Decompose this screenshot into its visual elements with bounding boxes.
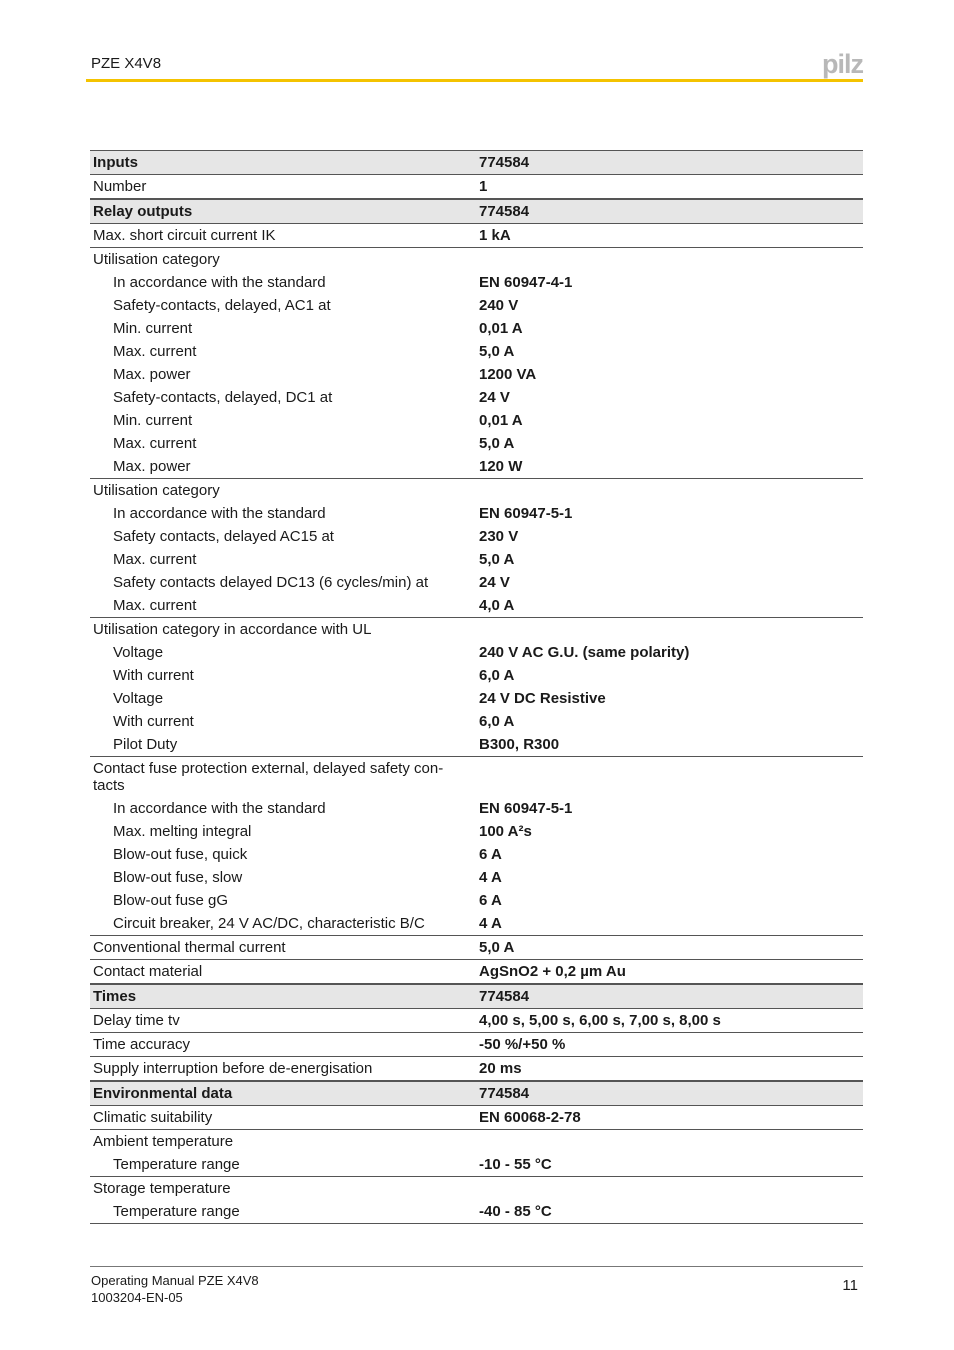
spec-sub-row [90, 641, 863, 664]
spec-sub-value: 230 V [479, 528, 519, 545]
spec-row [90, 1106, 863, 1130]
spec-sub-label: In accordance with the standard [113, 505, 326, 522]
spec-label: Max. short circuit current IK [93, 227, 276, 244]
footer-rule [90, 1266, 863, 1267]
spec-group-title-row [90, 248, 863, 271]
spec-sub-label: Safety contacts, delayed AC15 at [113, 528, 334, 545]
spec-sub-row [90, 843, 863, 866]
spec-sub-row [90, 363, 863, 386]
spec-sub-label: Safety-contacts, delayed, DC1 at [113, 389, 333, 406]
spec-sub-row [90, 455, 863, 479]
spec-sub-label: Max. power [113, 458, 191, 475]
spec-sub-value: 100 A²s [479, 823, 532, 840]
spec-sub-row [90, 525, 863, 548]
spec-sub-label: With current [113, 667, 194, 684]
spec-group-title-row [90, 618, 863, 641]
spec-sub-row [90, 502, 863, 525]
spec-sub-row [90, 432, 863, 455]
spec-sub-label: Temperature range [113, 1203, 240, 1220]
section-article-number: 774584 [479, 988, 530, 1005]
spec-sub-row [90, 594, 863, 618]
section-title: Environmental data [93, 1085, 233, 1102]
spec-sub-value: 6 A [479, 846, 502, 863]
spec-row [90, 1009, 863, 1033]
spec-sub-value: EN 60947-5-1 [479, 800, 573, 817]
spec-group-title-row [90, 1177, 863, 1200]
section-article-number: 774584 [479, 203, 530, 220]
spec-sub-label: Min. current [113, 320, 193, 337]
spec-row [90, 960, 863, 984]
spec-sub-row [90, 664, 863, 687]
spec-label: Delay time tv [93, 1012, 180, 1029]
spec-sub-value: EN 60947-4-1 [479, 274, 573, 291]
spec-value: AgSnO2 + 0,2 µm Au [479, 963, 626, 980]
document-title: PZE X4V8 [91, 55, 162, 72]
spec-label: Conventional thermal current [93, 939, 286, 956]
spec-row [90, 175, 863, 199]
spec-sub-label: Max. power [113, 366, 191, 383]
spec-sub-value: 120 W [479, 458, 523, 475]
page-header [90, 49, 863, 82]
spec-row [90, 1033, 863, 1057]
spec-sub-label: Blow-out fuse, quick [113, 846, 248, 863]
spec-value: 1 kA [479, 227, 511, 244]
spec-sub-row [90, 710, 863, 733]
spec-value: 4,00 s, 5,00 s, 6,00 s, 7,00 s, 8,00 s [479, 1012, 721, 1029]
spec-sub-label: Min. current [113, 412, 193, 429]
spec-sub-row [90, 1153, 863, 1177]
spec-group-title: Contact fuse protection external, delayed safety con- tacts [93, 760, 444, 794]
spec-value: EN 60068-2-78 [479, 1109, 581, 1126]
spec-sub-row [90, 687, 863, 710]
section-header-row [90, 199, 863, 224]
spec-sub-value: 4,0 A [479, 597, 515, 614]
spec-sub-value: 6 A [479, 892, 502, 909]
spec-group-title: Utilisation category [93, 251, 220, 268]
spec-sub-value: 5,0 A [479, 435, 515, 452]
spec-sub-label: Circuit breaker, 24 V AC/DC, characteristic B/C [113, 915, 425, 932]
spec-sub-value: 6,0 A [479, 713, 515, 730]
spec-sub-value: 1200 VA [479, 366, 537, 383]
spec-sub-value: B300, R300 [479, 736, 560, 753]
section-header-row [90, 984, 863, 1009]
header-rule [86, 79, 863, 82]
spec-row [90, 224, 863, 248]
section-title: Times [93, 988, 137, 1005]
pilz-logo: pilz [822, 49, 863, 79]
spec-sub-label: Blow-out fuse gG [113, 892, 229, 909]
section-title: Relay outputs [93, 203, 193, 220]
spec-sub-row [90, 866, 863, 889]
spec-sub-value: -40 - 85 °C [479, 1203, 552, 1220]
spec-sub-row [90, 340, 863, 363]
section-article-number: 774584 [479, 154, 530, 171]
spec-group-title-row [90, 1130, 863, 1153]
spec-sub-label: Max. melting integral [113, 823, 252, 840]
section-header-row [90, 1081, 863, 1106]
spec-label: Supply interruption before de-energisation [93, 1060, 373, 1077]
spec-sub-value: 0,01 A [479, 320, 523, 337]
spec-sub-row [90, 1200, 863, 1224]
spec-value: 20 ms [479, 1060, 522, 1077]
spec-row [90, 936, 863, 960]
spec-sub-row [90, 386, 863, 409]
spec-sub-value: 240 V [479, 297, 519, 314]
spec-sub-value: 0,01 A [479, 412, 523, 429]
spec-sub-row [90, 733, 863, 757]
spec-group-title: Ambient temperature [93, 1133, 234, 1150]
spec-sub-label: Temperature range [113, 1156, 240, 1173]
spec-sub-label: Max. current [113, 343, 197, 360]
spec-sub-label: Blow-out fuse, slow [113, 869, 243, 886]
footer-doc-number: 1003204-EN-05 [91, 1290, 183, 1305]
spec-sub-label: Safety-contacts, delayed, AC1 at [113, 297, 331, 314]
spec-label: Contact material [93, 963, 203, 980]
spec-sub-value: 24 V [479, 389, 510, 406]
spec-label: Time accuracy [93, 1036, 190, 1053]
spec-sub-label: Voltage [113, 690, 164, 707]
spec-sub-label: Max. current [113, 551, 197, 568]
spec-row [90, 1057, 863, 1081]
spec-sub-row [90, 797, 863, 820]
spec-sub-label: Voltage [113, 644, 164, 661]
spec-sub-value: 6,0 A [479, 667, 515, 684]
spec-group-title: Utilisation category [93, 482, 220, 499]
spec-sub-value: -10 - 55 °C [479, 1156, 552, 1173]
spec-value: -50 %/+50 % [479, 1036, 566, 1053]
spec-value: 5,0 A [479, 939, 515, 956]
spec-label: Number [93, 178, 147, 195]
spec-sub-value: 4 A [479, 869, 502, 886]
section-article-number: 774584 [479, 1085, 530, 1102]
spec-sub-value: EN 60947-5-1 [479, 505, 573, 522]
spec-value: 1 [479, 178, 488, 195]
section-header-row [90, 150, 863, 175]
spec-sub-label: In accordance with the standard [113, 274, 326, 291]
spec-sub-row [90, 912, 863, 936]
spec-sub-label: Max. current [113, 597, 197, 614]
spec-sub-row [90, 571, 863, 594]
spec-sub-row [90, 548, 863, 571]
spec-sub-label: Safety contacts delayed DC13 (6 cycles/min) at [113, 574, 429, 591]
spec-group-title-row [90, 757, 863, 797]
spec-group-title: Storage temperature [93, 1180, 231, 1197]
spec-sub-value: 24 V DC Resistive [479, 690, 606, 707]
spec-group-title: Utilisation category in accordance with UL [93, 621, 372, 638]
page-number: 11 [842, 1277, 858, 1294]
footer-manual-title: Operating Manual PZE X4V8 [91, 1273, 259, 1288]
spec-sub-label: With current [113, 713, 194, 730]
spec-sub-label: Max. current [113, 435, 197, 452]
spec-sub-row [90, 409, 863, 432]
spec-sub-value: 240 V AC G.U. (same polarity) [479, 644, 690, 661]
spec-sub-value: 4 A [479, 915, 502, 932]
spec-label: Climatic suitability [93, 1109, 213, 1126]
spec-group-title-row [90, 479, 863, 502]
section-title: Inputs [93, 154, 138, 171]
spec-sub-value: 5,0 A [479, 343, 515, 360]
spec-sub-value: 5,0 A [479, 551, 515, 568]
technical-data-table [90, 150, 863, 1224]
spec-sub-row [90, 820, 863, 843]
spec-sub-row [90, 294, 863, 317]
spec-sub-row [90, 271, 863, 294]
spec-sub-label: In accordance with the standard [113, 800, 326, 817]
spec-sub-row [90, 889, 863, 912]
spec-sub-label: Pilot Duty [113, 736, 178, 753]
spec-sub-value: 24 V [479, 574, 510, 591]
spec-sub-row [90, 317, 863, 340]
